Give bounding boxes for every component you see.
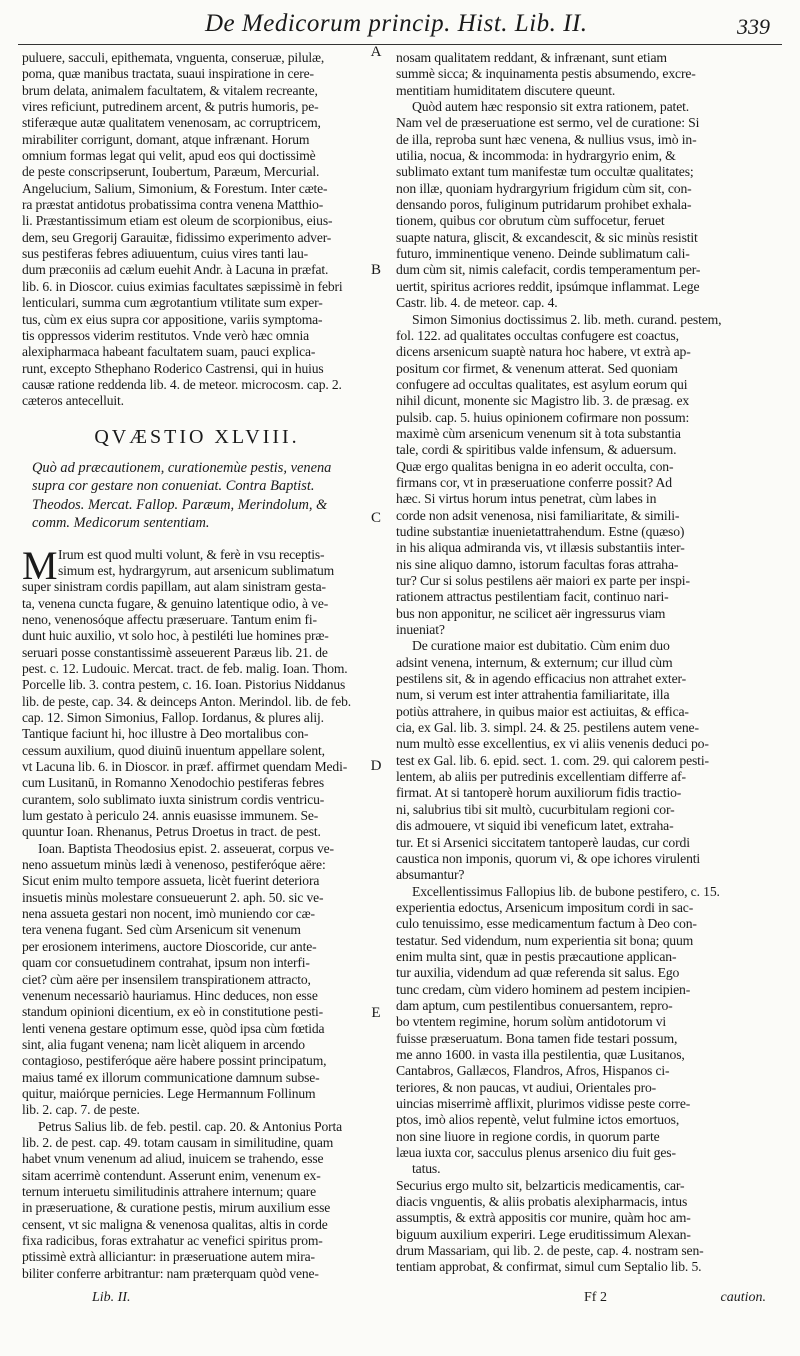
text-line: pest. c. 12. Ludouic. Mercat. tract. de feb. malig. Ioan. Thom. xyxy=(22,660,348,676)
text-line: maximè cùm arsenicum venenum sit à tota substantia xyxy=(396,425,681,441)
question-heading: QVÆSTIO XLVIII. xyxy=(94,425,300,448)
text-line: testatur. Sed videndum, num experientia sit bona; quum xyxy=(396,932,694,948)
text-line: nis sine aliquo damno, istorum facultas foras attraha- xyxy=(396,556,679,572)
text-line: Theodos. Mercat. Fallop. Paræum, Merindolum, & xyxy=(32,496,328,513)
text-line: habet vnum venenum ad aliud, inuicem se trahendo, esse xyxy=(22,1151,324,1167)
text-line: dunt huic auxilio, vt solo hoc, à pestiléti lue homines præ- xyxy=(22,628,329,644)
question-summary xyxy=(22,459,372,533)
text-line: vt Lacuna lib. 6. in Dioscor. in præf. affirmet quendam Medi- xyxy=(22,759,348,775)
text-line: Porcelle lib. 3. contra pestem, c. 16. Ioan. Pistorius Niddanus xyxy=(22,677,346,693)
text-line: firmans cor, vt in præseruatione conferre possit? Ad xyxy=(396,474,672,490)
text-line: Simon Simonius doctissimus 2. lib. meth. curand. pestem, xyxy=(412,311,722,327)
text-line: ta, venena cuncta fugare, & genuino latentique odio, à ve- xyxy=(22,595,329,611)
text-line: nena assueta gestari non nocent, imò muniendo cor cæ- xyxy=(22,906,315,922)
text-line: ptos, imò alios repentè, velut fulmine ictos emortuos, xyxy=(396,1112,680,1128)
text-line: quam cor consuetudinem contrahat, ipsum non interfi- xyxy=(22,955,310,971)
text-line: nihil dicunt, monente sic Magistro lib. 3. de præsag. ex xyxy=(396,393,690,409)
left-column xyxy=(22,50,372,1282)
page-number: 339 xyxy=(737,14,770,39)
text-line: dam aptum, cum pestilentibus conuersantem, repro- xyxy=(396,997,673,1013)
text-line: tur? Cur si solus pestilens aër maiori ex parte per inspi- xyxy=(396,573,690,588)
text-line: Irum est quod multi volunt, & ferè in vsu receptis- xyxy=(58,546,325,562)
text-line: adsint venena, internum, & externum; cur illud cùm xyxy=(396,654,673,670)
text-line: num, si verum est inter attrahentia familiaritate, illa xyxy=(396,687,670,703)
text-line: Castr. lib. 4. de meteor. cap. 4. xyxy=(396,295,558,311)
text-line: potiùs attrahere, in quibus maior est actiuitas, & effica- xyxy=(396,703,689,719)
text-line: confugere ad occultas qualitates, est asylum eorum qui xyxy=(396,376,688,392)
text-line: per erosionem interimens, auctore Dioscoride, cur ante- xyxy=(22,938,317,954)
text-line: drum Massariam, qui lib. 2. de peste, cap. 4. nostram sen- xyxy=(396,1243,704,1259)
running-head xyxy=(0,10,800,44)
text-line: tatus. xyxy=(412,1161,441,1177)
text-line: Securius ergo multo sit, belzarticis medicamentis, car- xyxy=(396,1177,685,1193)
text-line: dicens arsenicum suaptè natura hoc habere, vt extrà ap- xyxy=(396,344,691,360)
text-line: Sicut enim multo tempore assueta, licèt fuerint deteriora xyxy=(22,873,320,889)
text-line: fol. 122. ad qualitates occultas confugere est coactus, xyxy=(396,327,679,343)
page-footer xyxy=(0,1290,800,1314)
text-line: cæteros antecelluit. xyxy=(22,393,124,409)
footer-book-label: Lib. II. xyxy=(92,1290,131,1305)
text-line: lum gestato à periculo 24. annis euasisse immunem. Se- xyxy=(22,808,319,824)
text-line: experientia edoctus, Arsenicum impositum cordi in sac- xyxy=(396,899,694,915)
text-line: seruari posse constantissimè asseuerent Paræus lib. 21. de xyxy=(22,644,328,660)
text-line: ptissimè extrà alliciantur: in præseruatione autem mira- xyxy=(22,1249,315,1265)
drop-cap-paragraph xyxy=(22,542,372,1282)
text-line: fixa radicibus, foras extrahatur ac venefici spiritus prom- xyxy=(22,1233,323,1248)
text-line: biliter conferre arbitrantur: nam præterquam quòd vene- xyxy=(22,1265,319,1281)
text-line: sint, alia fugant venena; nam licèt aliquem in arcendo xyxy=(22,1036,305,1052)
text-line: inueniat? xyxy=(396,622,445,638)
text-line: corde non adsit venenosa, nisi familiaritate, & simili- xyxy=(396,507,680,523)
text-line: causæ ratione reddenda lib. 4. de meteor. microcosm. cap. 2. xyxy=(22,376,342,392)
text-line: futuro, imminentique veneno. Deinde sublimatum cali- xyxy=(396,246,690,262)
text-line: insuetis minùs molestare consueuerunt 2. aph. 50. sic ve- xyxy=(22,889,324,905)
text-line: poma, quæ manibus tractata, suaui inspiratione in cere- xyxy=(22,66,314,82)
catchword: caution. xyxy=(720,1290,766,1305)
text-line: in præseruatione, & curatione pestis, mirum auxilium esse xyxy=(22,1200,331,1216)
drop-cap: M xyxy=(22,542,58,588)
text-line: ternum interuetu similitudinis attrahere internum; quare xyxy=(22,1183,316,1199)
text-line: lentem, ab aliis per putredinis excellentiam differre af- xyxy=(396,769,686,785)
text-line: cia, ex Gal. lib. 3. simpl. 24. & 25. pestilens autem vene- xyxy=(396,720,699,736)
text-line: mirabiliter corrigunt, domant, atque infrænant. Horum xyxy=(22,131,310,147)
text-line: De curatione maior est dubitatio. Cùm enim duo xyxy=(412,638,670,654)
text-line: summè sicca; & inquinamenta pestis absumendo, excre- xyxy=(396,66,696,82)
margin-letter-a: A xyxy=(370,44,382,60)
text-line: puluere, sacculi, epithemata, vnguenta, conseruæ, pilulæ, xyxy=(22,50,325,65)
right-column xyxy=(396,50,756,1282)
text-line: Quæ ergo qualitas benigna in eo aderit occulta, con- xyxy=(396,458,674,474)
text-line: dum cùm sit, nimis calefacit, cordis temperamentum per- xyxy=(396,262,701,278)
text-line: uertit, spiritus acriores reddit, ipsúmque inflammat. Lege xyxy=(396,278,700,294)
text-line: ciet? cùm aëre per insensilem transpirationem attracto, xyxy=(22,971,311,987)
text-line: rationem attractus pestilentiam facit, continuo nari- xyxy=(396,589,669,605)
text-line: me anno 1600. in vasta illa pestilentia, quæ Lusitanos, xyxy=(396,1046,685,1062)
text-line: tentiam approbat, & confirmat, simul cum Septalio lib. 5. xyxy=(396,1259,702,1275)
text-line: stiferæque autæ qualitatem venenosam, ac corruptricem, xyxy=(22,115,321,131)
text-line: tis oppressos viderim restitutos. Vnde verò hæc omnia xyxy=(22,327,310,343)
text-line: alexipharmaca habeant facultatem suam, pauci explica- xyxy=(22,344,316,360)
text-line: bo vtentem regimine, horum solùm antidotorum vi xyxy=(396,1014,667,1030)
text-line: pulsib. cap. 5. huius opinionem cofirmare non possum: xyxy=(396,409,690,425)
text-line: runt, excepto Sthephano Roderico Castrensi, qui in huius xyxy=(22,360,324,376)
text-line: vires reficiunt, putredinem arcent, & putris humoris, pe- xyxy=(22,99,319,115)
text-line: li. Præstantissimum etiam est oleum de scorpionibus, eius- xyxy=(22,213,333,229)
text-line: Cantabros, Gallæcos, Flandros, Afros, Hispanos ci- xyxy=(396,1063,670,1079)
text-line: lenticulari, summa cum ægrotantium vtilitate sum exper- xyxy=(22,295,323,311)
text-line: tera venena fugant. Sed cùm Arsenicum sit venenum xyxy=(22,922,301,938)
text-line: sublimato extant tum manifestæ tum occultæ qualitates; xyxy=(396,164,694,180)
text-line: tus, cùm ex eius supra cor appositione, variis symptoma- xyxy=(22,311,323,327)
text-line: super sinistram cordis papillam, aut alam sinistram gesta- xyxy=(22,579,326,595)
text-line: tudine substantiæ inuenietattrahendum. Estne (quæso) xyxy=(396,523,685,539)
text-line: cum Lusitanū, in Romanno Xenodochio pestiferas febres xyxy=(22,775,324,791)
text-line: quitur, maiórque pernicies. Lege Hermannum Follinum xyxy=(22,1085,316,1101)
text-line: de illa, reproba sunt hæc venena, & nullius vsus, imò in- xyxy=(396,131,697,147)
text-line: dem, seu Gregorij Garauitæ, fidissimo experimento adver- xyxy=(22,229,332,245)
text-line: sus pestiferas febres adiuuentum, cuius vires tanti lau- xyxy=(22,246,309,262)
text-line: teriores, & non paucas, vt audiui, Orientales pro- xyxy=(396,1079,657,1095)
text-line: Quòd autem hæc responsio sit extra rationem, patet. xyxy=(412,99,690,115)
text-line: Ioan. Baptista Theodosius epist. 2. asseuerat, corpus ve- xyxy=(38,840,334,856)
text-line: ra præstat antidotus probatissima contra venena Matthio- xyxy=(22,197,324,213)
text-line: cessum auxilium, quod diuinū inuentum appellare solent, xyxy=(22,742,325,758)
margin-letter-d: D xyxy=(370,758,382,774)
text-line: dis admouere, vt siquid ibi veneficum latet, extraha- xyxy=(396,818,674,834)
margin-letter-b: B xyxy=(370,262,381,278)
text-line: dum præconiis ad cælum euehit Andr. à Lacuna in præfat. xyxy=(22,262,329,278)
text-line: tale, cordi & spiritibus valde infensum, & aduersum. xyxy=(396,442,677,458)
text-line: Quò ad præcautionem, curationemùe pestis, venena xyxy=(32,459,332,476)
text-line: utilia, nocua, & incommoda: in hydrargyrio enim, & xyxy=(396,148,676,164)
text-line: quuntur Ioan. Rhenanus, Petrus Droetus in tract. de pest. xyxy=(22,824,321,840)
text-line: tur auxilia, videndum ad quæ referenda sit salus. Ego xyxy=(396,965,680,981)
margin-letter-e: E xyxy=(371,1005,381,1021)
text-line: tionem, quibus cor obrutum cùm suffocetur, feruet xyxy=(396,213,665,229)
margin-letter-c: C xyxy=(370,510,381,526)
text-line: cap. 12. Simon Simonius, Fallop. Iordanus, & plures alij. xyxy=(22,710,324,725)
text-line: uincias miserrimè afflixit, plurimos vidisse peste corre- xyxy=(396,1096,691,1111)
text-line: biguum auxilium experiri. Lege eruditissimum Alexan- xyxy=(396,1226,691,1242)
text-line: suapte natura, gliscit, & excandescit, & sic minùs resistit xyxy=(396,229,698,245)
signature-mark: Ff 2 xyxy=(584,1290,607,1305)
text-line: fuisse præseruatum. Bona tamen fide testari possum, xyxy=(396,1030,678,1046)
text-line: neno, venenosóque affectu præseruare. Tantum enim fi- xyxy=(22,611,317,627)
text-line: bus non apponitur, ne scilicet aër ingressurus viam xyxy=(396,605,666,621)
text-line: læua iuxta cor, sacculus plenus arsenico diu fuit ges- xyxy=(396,1145,676,1161)
text-line: lib. 2. cap. 7. de peste. xyxy=(22,1102,140,1118)
text-line: Petrus Salius lib. de feb. pestil. cap. 20. & Antonius Porta xyxy=(38,1118,343,1134)
text-line: de peste conscripserunt, Ioubertum, Paræum, Mercurial. xyxy=(22,164,320,180)
left-column-body-text xyxy=(22,542,372,1282)
text-line: Angelucium, Salium, Simonium, & Forestum. Inter cæte- xyxy=(22,180,328,196)
text-line: neno assuetum minùs lædi à venenoso, pestiferóque aëre: xyxy=(22,857,326,873)
text-line: standum opinioni dicentium, ex eò in constitutione pesti- xyxy=(22,1004,324,1020)
text-line: mentitiam humiditatem discutere queunt. xyxy=(396,82,616,98)
text-line: num multò esse excellentius, ex vi aliis venenis deduci po- xyxy=(396,736,709,752)
text-line: pestilens sit, & in agendo efficacius non attrahet exter- xyxy=(396,671,687,687)
text-line: Excellentissimus Fallopius lib. de bubone pestifero, c. 15. xyxy=(412,883,720,899)
text-line: contagioso, pestiferóque aëre habere possint principatum, xyxy=(22,1053,327,1069)
text-line: in his aliqua admiranda vis, vt illæsis substantiis inter- xyxy=(396,540,685,556)
text-line: diacis vnguentis, & aliis probatis alexipharmacis, intus xyxy=(396,1194,688,1210)
text-line: lib. 6. in Dioscor. cuius eximias facultates sæpissimè in febri xyxy=(22,278,343,294)
text-line: censent, vt sic maligna & venenosa qualitas, altis in corde xyxy=(22,1216,328,1232)
text-line: assumptis, & extrà appositis cor munire, quàm hoc am- xyxy=(396,1210,691,1226)
text-line: absumantur? xyxy=(396,867,465,883)
text-line: densando poros, fuliginum putridarum prohibet exhala- xyxy=(396,197,692,213)
running-title: De Medicorum princip. Hist. Lib. II. xyxy=(205,10,588,37)
text-line: enim multa sint, quæ in pestis præcautione applican- xyxy=(396,948,677,964)
text-line: culo tenuissimo, esse medicamentum factum à Deo con- xyxy=(396,916,697,932)
text-line: Nam vel de præseruatione est sermo, vel de curatione: Si xyxy=(396,115,700,131)
text-line: nosam qualitatem reddant, & infrænant, sunt etiam xyxy=(396,50,667,65)
text-line: maius tamé ex illorum communicatione damnum subse- xyxy=(22,1069,320,1085)
text-line: simum est, hydrargyrum, aut arsenicum sublimatum xyxy=(58,562,335,578)
text-line: non illæ, quoniam hydrargyrium frigidum cùm sit, con- xyxy=(396,180,692,196)
text-line: tur. Et si Arsenici siccitatem tantoperè laudas, cur cordi xyxy=(396,834,690,850)
text-line: brum delata, animalem facultatem, & vitalem recreante, xyxy=(22,82,318,98)
text-line: venenum necessariò hauriamus. Hinc deduces, non esse xyxy=(22,987,318,1003)
text-line: lenti venena gestare optimum esse, quòd ipsa cùm fœtida xyxy=(22,1020,325,1036)
text-line: caustica non imponis, quorum vi, & ope ichores virulenti xyxy=(396,850,701,866)
text-line: supra cor gestare non conueniat. Contra Baptist. xyxy=(32,478,315,495)
text-line: curantem, solo sublimato iuxta sinistrum cordis ventricu- xyxy=(22,791,325,807)
text-line: tunc credam, cùm videro hominem ad pestem incipien- xyxy=(396,981,691,997)
text-line: lib. 2. de pest. cap. 49. totam causam in similitudine, quam xyxy=(22,1134,334,1150)
text-line: Tantique faciunt hi, hoc illustre à Deo mortalibus con- xyxy=(22,726,309,742)
header-rule xyxy=(18,44,782,45)
text-line: comm. Medicorum sententiam. xyxy=(32,515,210,532)
text-line: ni, salubrius tibi sit multò, cucurbitulam regioni cor- xyxy=(396,801,675,817)
text-line: firmat. At si tantoperè horum auxiliorum fidis tractio- xyxy=(396,785,682,801)
text-line: test ex Gal. lib. 6. epid. sect. 1. com. 29. qui calorem pesti- xyxy=(396,752,709,768)
text-line: omnium formas legat qui velit, apud eos qui doctissimè xyxy=(22,148,316,164)
left-column-top-text xyxy=(22,50,372,410)
text-line: non sine liuore in regione cordis, in quorum parte xyxy=(396,1128,660,1144)
text-line: sitam acerrimè contendunt. Asserunt enim, venenum ex- xyxy=(22,1167,321,1183)
text-line: positum cor firmet, & venenum atterat. Sed quoniam xyxy=(396,360,678,376)
text-line: hæc. Si virtus horum intus penetrat, cùm labes in xyxy=(396,491,657,507)
text-line: lib. de peste, cap. 34. & deinceps Anton. Merindol. lib. de feb. xyxy=(22,693,352,709)
right-column-text xyxy=(396,50,756,1276)
